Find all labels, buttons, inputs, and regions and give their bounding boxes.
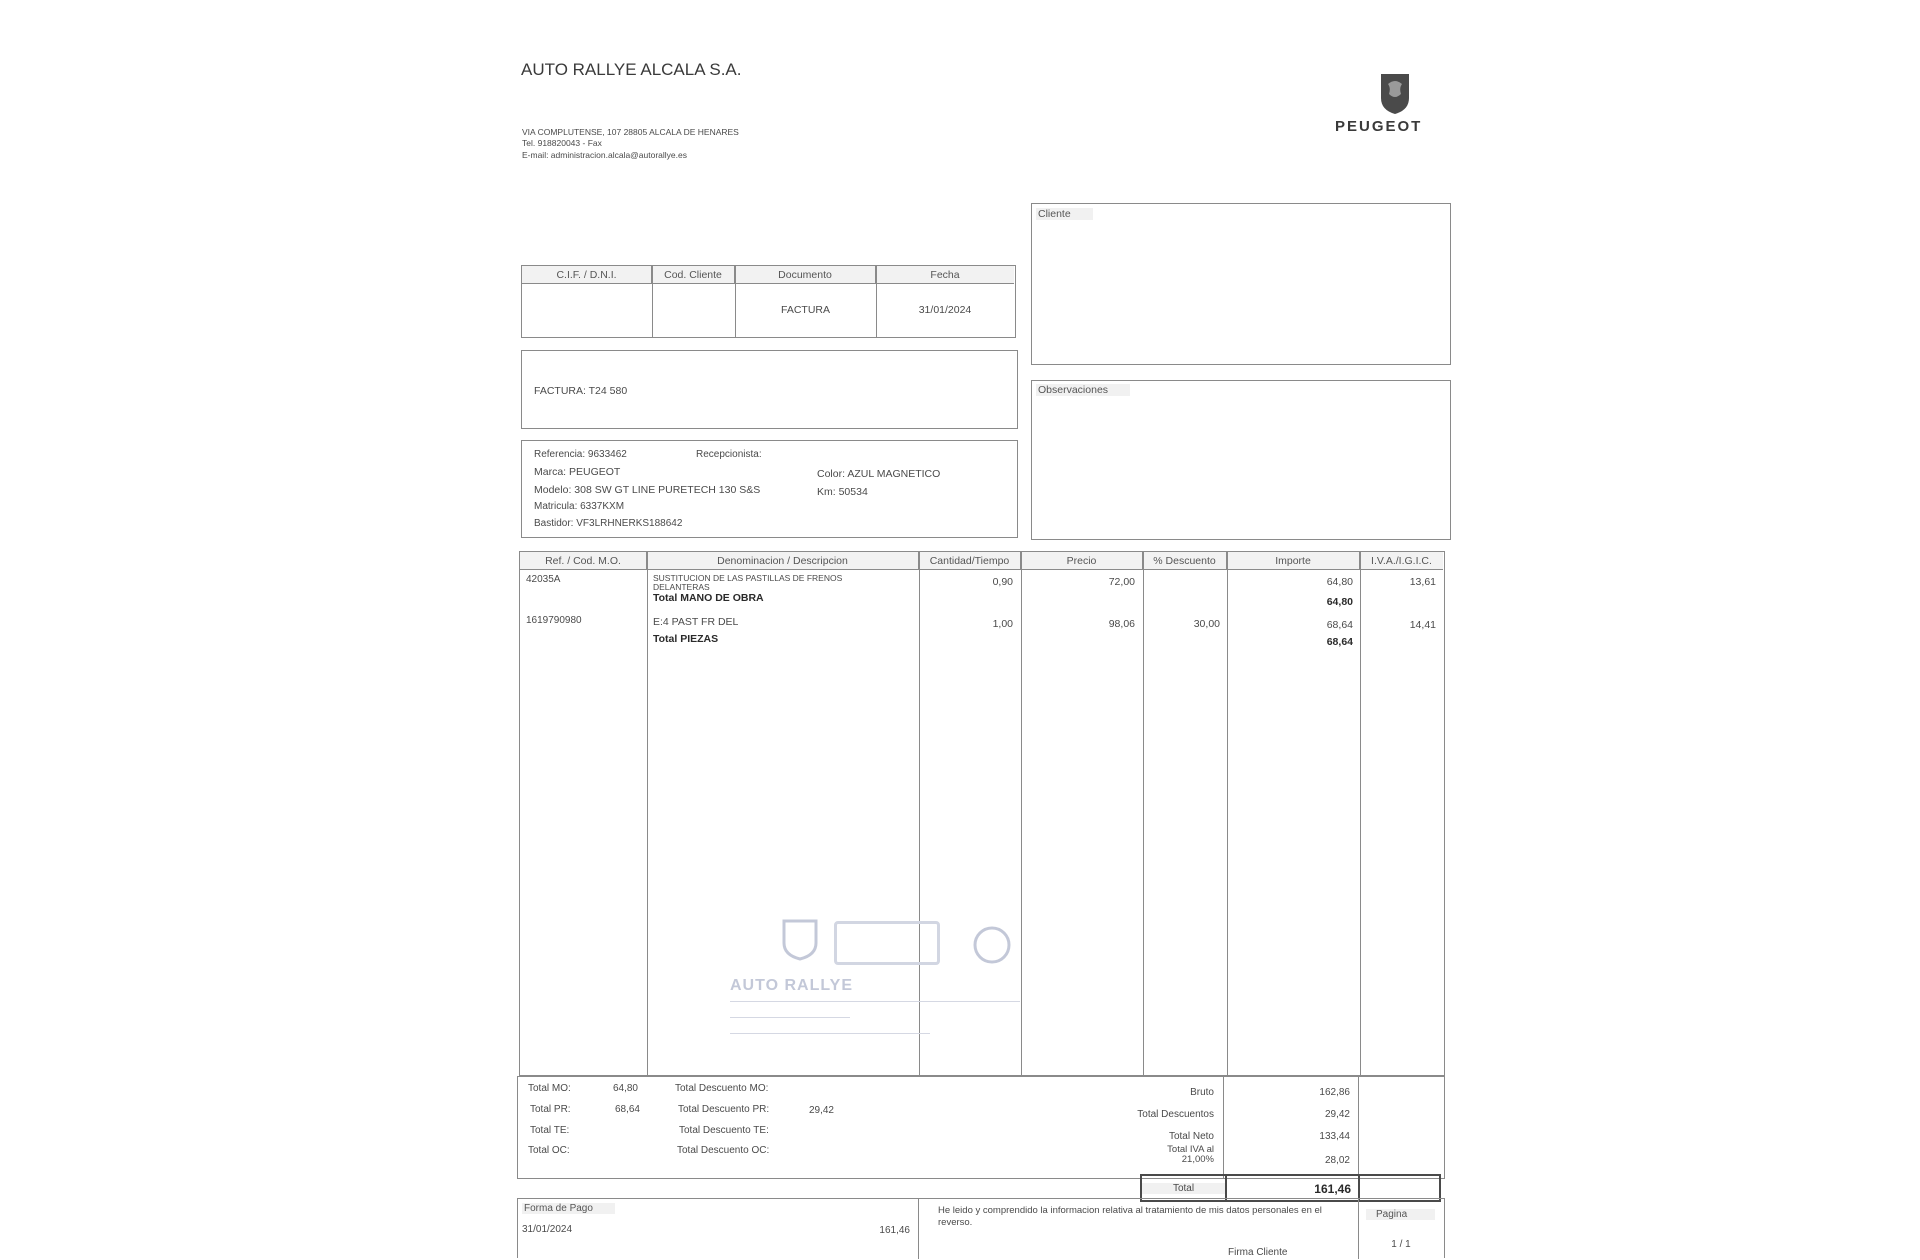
summary-discount-label: Total Descuento MO: [675, 1083, 769, 1094]
page-label: Pagina [1366, 1209, 1435, 1220]
vehicle-plate: Matricula: 6337KXM [534, 501, 625, 512]
row-quantity: 0,90 [992, 576, 1013, 588]
summary-discount-label: Total Descuento OC: [677, 1145, 770, 1156]
header-date: Fecha [876, 266, 1014, 284]
vehicle-km: Km: 50534 [817, 486, 868, 498]
row-vat: 13,61 [1409, 576, 1436, 588]
stamp-lion-icon [780, 917, 820, 961]
client-label: Cliente [1036, 208, 1093, 220]
document-date-value: 31/01/2024 [918, 304, 972, 316]
signature-label: Firma Cliente [1228, 1247, 1288, 1258]
row-price: 98,06 [1108, 618, 1135, 630]
discounts-label: Total Descuentos [1137, 1109, 1214, 1120]
net-label: Total Neto [1168, 1131, 1214, 1142]
bruto-value: 162,86 [1319, 1087, 1350, 1098]
grand-total-label: Total [1142, 1183, 1225, 1194]
row-discount: 30,00 [1193, 618, 1220, 630]
col-quantity: Cantidad/Tiempo [919, 552, 1021, 570]
stamp-logo-mark [834, 921, 940, 965]
brand-name: PEUGEOT [1335, 118, 1423, 135]
vat-value: 28,02 [1324, 1155, 1350, 1166]
observations-box [1031, 380, 1451, 540]
invoice-lines-table [519, 551, 1445, 1076]
col-price: Precio [1021, 552, 1143, 570]
row-ref: 42035A [526, 574, 561, 585]
col-vat: I.V.A./I.G.I.C. [1360, 552, 1443, 570]
row-price: 72,00 [1108, 576, 1135, 588]
bruto-label: Bruto [1190, 1087, 1214, 1098]
vehicle-info-box [521, 440, 1018, 538]
summary-value: 64,80 [612, 1083, 638, 1094]
row-amount: 64,80 [1326, 596, 1353, 608]
discounts-value: 29,42 [1324, 1109, 1350, 1120]
stamp-lion-icon [972, 923, 1012, 967]
vehicle-vin: Bastidor: VF3LRHNERKS188642 [534, 518, 683, 529]
payment-date: 31/01/2024 [522, 1224, 573, 1235]
company-name: AUTO RALLYE ALCALA S.A. [521, 60, 742, 79]
privacy-notice: He leido y comprendido la informacion relativa al tratamiento de mis datos personales en el reverso. [938, 1205, 1322, 1228]
payment-amount: 161,46 [879, 1225, 910, 1236]
col-ref: Ref. / Cod. M.O. [520, 552, 647, 570]
col-description: Denominacion / Descripcion [647, 552, 919, 570]
row-description: Total MANO DE OBRA [653, 592, 764, 604]
row-amount: 64,80 [1326, 576, 1353, 588]
vehicle-model: Modelo: 308 SW GT LINE PURETECH 130 S&S [534, 484, 761, 496]
document-info-table [521, 265, 1016, 338]
stamp-name: AUTO RALLYE [730, 977, 854, 994]
observations-label: Observaciones [1036, 384, 1130, 396]
row-amount: 68,64 [1326, 619, 1353, 631]
summary-label: Total TE: [530, 1125, 570, 1136]
summary-discount-label: Total Descuento TE: [679, 1125, 769, 1136]
page-number: 1 / 1 [1391, 1239, 1411, 1250]
vehicle-color: Color: AZUL MAGNETICO [817, 468, 941, 480]
summary-label: Total OC: [528, 1145, 570, 1156]
document-type-value: FACTURA [780, 304, 830, 316]
payment-label: Forma de Pago [522, 1203, 615, 1214]
summary-label: Total MO: [528, 1083, 571, 1094]
header-cif: C.I.F. / D.N.I. [522, 266, 652, 284]
company-phone: Tel. 918820043 - Fax [522, 138, 602, 148]
summary-block [517, 1076, 1445, 1179]
row-amount: 68,64 [1326, 636, 1353, 648]
row-description: Total PIEZAS [653, 633, 719, 645]
invoice-number: FACTURA: T24 580 [534, 385, 628, 397]
col-amount: Importe [1227, 552, 1360, 570]
vat-label: Total IVA al 21,00% [1167, 1144, 1214, 1165]
client-box [1031, 203, 1451, 365]
row-quantity: 1,00 [992, 618, 1013, 630]
col-discount: % Descuento [1143, 552, 1227, 570]
row-vat: 14,41 [1409, 619, 1436, 631]
summary-discount-label: Total Descuento PR: [678, 1104, 770, 1115]
grand-total-value: 161,46 [1314, 1182, 1351, 1196]
footer-block [517, 1198, 1445, 1258]
row-description: E:4 PAST FR DEL [653, 616, 739, 628]
net-value: 133,44 [1319, 1131, 1350, 1142]
peugeot-lion-logo [1375, 70, 1415, 116]
summary-discount-value: 29,42 [808, 1105, 834, 1116]
vehicle-reference: Referencia: 9633462 [534, 449, 627, 460]
company-address: VIA COMPLUTENSE, 107 28805 ALCALA DE HENARES [522, 127, 739, 137]
summary-label: Total PR: [530, 1104, 571, 1115]
row-description: SUSTITUCION DE LAS PASTILLAS DE FRENOS DELANTERAS [653, 573, 843, 592]
dealer-stamp [730, 917, 1040, 1057]
vehicle-receptionist: Recepcionista: [696, 449, 762, 460]
vehicle-brand: Marca: PEUGEOT [534, 466, 621, 478]
header-client-code: Cod. Cliente [652, 266, 735, 284]
summary-value: 68,64 [614, 1104, 640, 1115]
invoice-number-box [521, 350, 1018, 429]
row-ref: 1619790980 [526, 615, 582, 626]
company-email: E-mail: administracion.alcala@autorallye.es [522, 150, 688, 160]
header-document: Documento [735, 266, 876, 284]
